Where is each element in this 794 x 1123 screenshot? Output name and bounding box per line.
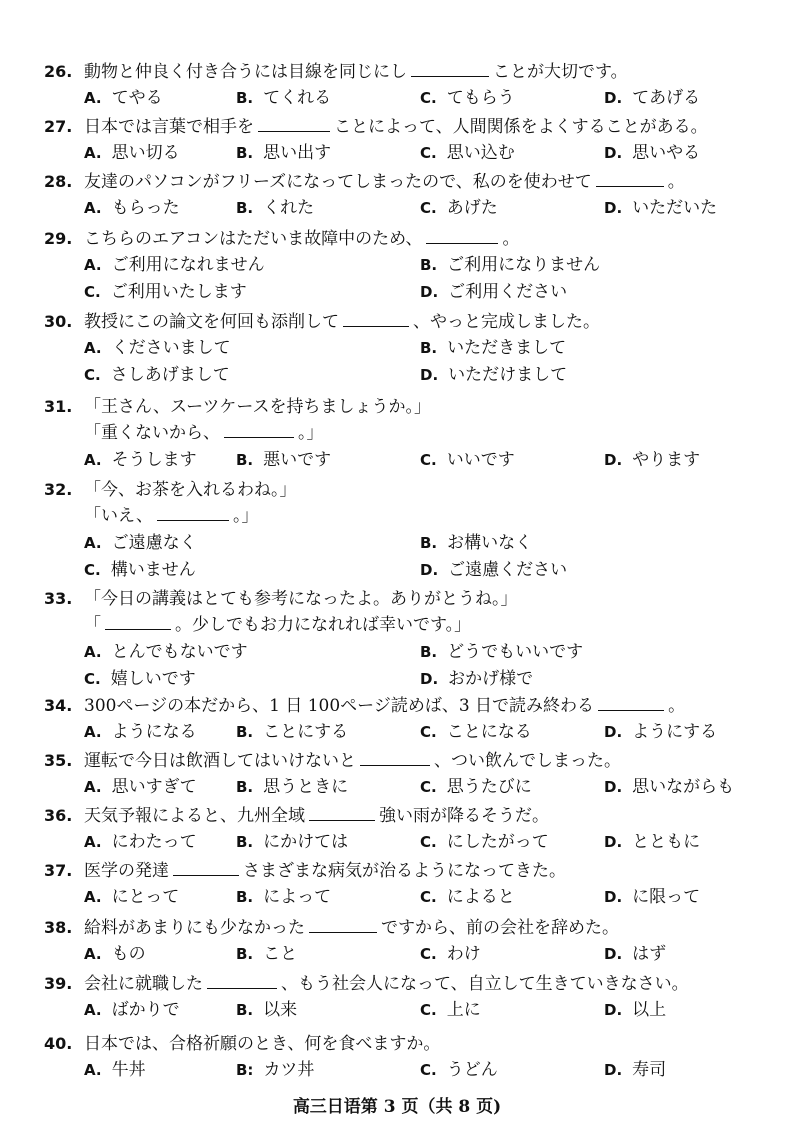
option-text: 上に [446,1000,481,1020]
option-c [420,195,498,222]
option-letter: A. [84,89,102,107]
question-stem [44,476,774,503]
option-letter: A. [84,945,102,963]
option-text: ことにする [263,722,349,742]
options-row [44,997,774,1024]
question-stem [44,692,774,719]
option-letter: A. [84,534,102,552]
option-text: ご利用ください [448,282,568,302]
option-letter: C. [420,144,437,162]
option-d [420,666,533,693]
option-letter: B. [420,534,438,552]
stem-text: 給料があまりにも少なかった [84,918,305,938]
option-text: ことになる [446,722,532,742]
option-letter: A. [84,199,102,217]
option-a [84,774,197,801]
stem-text: 、やっと完成しました。 [413,312,600,332]
stem-text: 。」 [298,423,324,443]
option-b [236,884,331,911]
option-letter: A. [84,643,102,661]
option-c [420,774,532,801]
answer-blank [224,421,294,438]
question-29 [44,225,774,306]
option-letter: D. [604,1001,623,1019]
option-text: お構いなく [447,533,533,553]
option-b [236,140,331,167]
option-d [604,195,717,222]
answer-blank [343,310,409,327]
option-text: 嬉しいです [110,669,196,689]
option-text: 思いすぎて [111,777,197,797]
question-number: 30. [44,312,73,331]
options-row [44,530,774,557]
option-a [84,1057,146,1084]
option-letter: D. [604,888,623,906]
question-31 [44,393,774,474]
stem-text: 。 [667,172,685,192]
option-letter: B. [236,1001,254,1019]
option-letter: A. [84,723,102,741]
options-row [44,639,774,666]
option-b [420,252,600,279]
option-letter: A. [84,1061,102,1079]
option-a [84,941,146,968]
option-text: てあげる [632,88,701,108]
option-b [236,941,297,968]
options-row [44,335,774,362]
option-text: てもらう [446,88,515,108]
option-b [420,639,583,666]
option-letter: D. [604,833,623,851]
option-text: うどん [446,1060,498,1080]
option-b [236,195,314,222]
option-b [236,997,297,1024]
stem-text: 医学の発達 [84,861,169,881]
option-letter: B. [420,339,438,357]
options-row [44,829,774,856]
option-c [420,719,532,746]
option-c [420,140,515,167]
option-a [84,335,231,362]
option-letter: B. [236,89,254,107]
options-row [44,362,774,389]
option-text: あげた [446,198,498,218]
option-text: おかげ様で [448,669,534,689]
question-stem [44,225,774,252]
option-b [420,335,566,362]
answer-blank [157,504,229,521]
option-letter: B. [236,451,254,469]
question-number: 36. [44,806,73,825]
question-stem [44,970,774,997]
option-c [420,997,481,1024]
option-letter: A. [84,1001,102,1019]
stem-text: 「いえ、 [84,506,154,526]
option-letter: D. [604,1061,623,1079]
option-text: ようになる [111,722,197,742]
option-c [420,1057,498,1084]
stem-text: 動物と仲良く付き合うには目線を同じにし [84,62,407,82]
option-c [84,362,230,389]
option-letter: D. [604,199,623,217]
option-letter: C. [420,451,437,469]
option-letter: C. [420,1061,437,1079]
options-row [44,774,774,801]
question-number: 33. [44,589,73,608]
option-letter: A. [84,888,102,906]
option-letter: C. [84,670,101,688]
option-text: 以来 [263,1000,298,1020]
option-text: 以上 [632,1000,667,1020]
option-text: いただけまして [448,365,568,385]
option-letter: B. [236,833,254,851]
option-text: 構いません [110,560,196,580]
option-letter: D. [420,670,439,688]
option-text: ご利用になりません [447,255,601,275]
answer-blank [173,859,239,876]
answer-blank [258,115,330,132]
option-b [236,774,348,801]
page-footer: 高三日语第 3 页（共 8 页) [292,1097,502,1117]
option-text: ようにする [632,722,718,742]
question-number: 34. [44,696,73,715]
option-letter: C. [84,283,101,301]
option-letter: A. [84,339,102,357]
option-text: とともに [632,832,701,852]
question-stem [44,58,774,85]
question-stem-continued [44,612,774,639]
question-number: 27. [44,117,73,136]
option-letter: B. [236,945,254,963]
option-a [84,997,180,1024]
option-d [604,140,700,167]
option-text: にかけては [263,832,349,852]
question-36 [44,802,774,856]
answer-blank [207,972,277,989]
question-number: 28. [44,172,73,191]
option-text: ご利用いたします [110,282,247,302]
option-text: いいです [446,450,515,470]
question-stem [44,393,774,420]
option-letter: C. [420,778,437,796]
option-text: いただきまして [447,338,567,358]
option-letter: B. [236,888,254,906]
question-40 [44,1030,774,1084]
answer-blank [426,227,498,244]
option-d [420,362,567,389]
stem-text: 。 [502,229,520,249]
option-a [84,447,197,474]
option-text: 思い切る [111,143,180,163]
question-32 [44,476,774,584]
option-letter: C. [420,89,437,107]
option-letter: A. [84,451,102,469]
option-letter: D. [604,778,623,796]
question-stem [44,585,774,612]
question-stem [44,802,774,829]
option-text: 思うたびに [446,777,532,797]
option-letter: C. [420,945,437,963]
option-letter: D. [420,366,439,384]
option-letter: A. [84,833,102,851]
question-stem [44,168,774,195]
question-number: 37. [44,861,73,880]
option-text: ばかりで [111,1000,180,1020]
option-d [420,557,567,584]
question-stem [44,1030,774,1057]
answer-blank [105,613,171,630]
option-text: にしたがって [446,832,549,852]
stem-text: 300ページの本だから、1 日 100ページ読めば、3 日で読み終わる [84,696,595,716]
option-text: 寿司 [632,1060,667,1080]
option-letter: C. [84,561,101,579]
stem-text: ですから、前の会社を辞めた。 [381,918,619,938]
option-a [84,85,163,112]
option-text: くれた [263,198,315,218]
stem-text: 会社に就職した [84,974,203,994]
stem-text: 日本では、合格祈願のとき、何を食べますか。 [84,1034,441,1054]
option-text: 思い出す [263,143,332,163]
question-number: 39. [44,974,73,993]
question-stem [44,747,774,774]
option-letter: C. [84,366,101,384]
stem-text: 。」 [233,506,259,526]
option-text: 思いながらも [632,777,735,797]
option-a [84,639,248,666]
stem-text: こちらのエアコンはただいま故障中のため、 [84,229,423,249]
options-row [44,85,774,112]
option-text: とんでもないです [111,642,248,662]
option-text: 牛丼 [111,1060,146,1080]
option-letter: C. [420,833,437,851]
option-text: 思うときに [263,777,349,797]
answer-blank [598,694,664,711]
option-d [604,447,700,474]
option-d [604,884,700,911]
option-text: ご遠慮なく [111,533,197,553]
option-b [420,530,532,557]
question-27 [44,113,774,167]
question-number: 31. [44,397,73,416]
option-b [236,719,348,746]
option-a [84,719,197,746]
option-text: 思い込む [446,143,515,163]
question-28 [44,168,774,222]
question-33 [44,585,774,693]
answer-blank [309,804,375,821]
option-letter: A. [84,778,102,796]
option-c [420,447,515,474]
stem-text: 、もう社会人になって、自立して生きていきなさい。 [281,974,689,994]
option-text: はず [632,944,667,964]
question-stem [44,308,774,335]
options-row [44,195,774,222]
option-b [236,1057,314,1084]
option-letter: B. [236,199,254,217]
options-row [44,252,774,279]
option-letter: B. [236,144,254,162]
option-a [84,195,180,222]
option-letter: D. [604,723,623,741]
question-stem [44,914,774,941]
stem-text: 教授にこの論文を何回も添削して [84,312,339,332]
question-38 [44,914,774,968]
option-a [84,530,197,557]
question-number: 40. [44,1034,73,1053]
option-text: てくれる [263,88,332,108]
option-text: もらった [111,198,180,218]
question-stem [44,113,774,140]
option-letter: A. [84,144,102,162]
options-row [44,1057,774,1084]
option-c [84,279,247,306]
options-row [44,884,774,911]
options-row [44,279,774,306]
stem-text: 「今、お茶を入れるわね。」 [84,480,297,500]
answer-blank [411,60,489,77]
option-d [604,997,666,1024]
option-letter: D. [604,451,623,469]
option-d [604,719,717,746]
option-text: どうでもいいです [447,642,584,662]
option-text: によって [263,887,332,907]
option-d [604,85,700,112]
option-letter: D. [420,561,439,579]
question-number: 38. [44,918,73,937]
option-letter: B: [236,1061,254,1079]
option-letter: B. [236,778,254,796]
option-letter: C. [420,888,437,906]
stem-text: ことが大切です。 [493,62,628,82]
question-number: 29. [44,229,73,248]
option-text: に限って [632,887,701,907]
option-text: わけ [446,944,481,964]
option-c [84,557,196,584]
options-row [44,447,774,474]
stem-text: 「 [84,615,101,635]
option-d [604,1057,666,1084]
option-text: やります [632,450,701,470]
option-a [84,829,197,856]
options-row [44,941,774,968]
option-letter: D. [604,89,623,107]
option-c [84,666,196,693]
option-d [604,941,666,968]
stem-text: 運転で今日は飲酒してはいけないと [84,751,356,771]
option-letter: B. [420,643,438,661]
option-c [420,941,481,968]
answer-blank [309,916,377,933]
stem-text: 。 [668,696,686,716]
question-stem [44,857,774,884]
option-text: そうします [111,450,197,470]
question-number: 32. [44,480,73,499]
option-letter: C. [420,199,437,217]
option-text: もの [111,944,146,964]
stem-text: 強い雨が降るそうだ。 [379,806,549,826]
stem-text: 「重くないから、 [84,423,220,443]
option-text: てやる [111,88,163,108]
question-30 [44,308,774,389]
option-text: ご遠慮ください [448,560,568,580]
answer-blank [596,170,664,187]
question-number: 26. [44,62,73,81]
option-text: にわたって [111,832,197,852]
stem-text: 日本では言葉で相手を [84,117,254,137]
options-row [44,140,774,167]
option-letter: D. [604,144,623,162]
option-letter: B. [420,256,438,274]
stem-text: 天気予報によると、九州全域 [84,806,305,826]
stem-text: 「今日の講義はとても参考になったよ。ありがとうね。」 [84,589,518,609]
question-39 [44,970,774,1024]
option-a [84,252,265,279]
question-stem-continued [44,420,774,447]
answer-blank [360,749,430,766]
option-text: ご利用になれません [111,255,265,275]
option-text: いただいた [632,198,718,218]
question-34 [44,692,774,746]
option-letter: A. [84,256,102,274]
option-letter: C. [420,1001,437,1019]
options-row [44,557,774,584]
stem-text: さまざまな病気が治るようになってきた。 [243,861,566,881]
option-letter: B. [236,723,254,741]
stem-text: 「王さん、スーツケースを持ちましょうか。」 [84,397,431,417]
stem-text: 、つい飲んでしまった。 [434,751,621,771]
option-d [420,279,567,306]
option-d [604,829,700,856]
question-26 [44,58,774,112]
option-text: によると [446,887,515,907]
option-b [236,829,348,856]
option-text: カツ丼 [263,1060,315,1080]
option-text: 悪いです [263,450,332,470]
option-text: こと [263,944,298,964]
options-row [44,719,774,746]
stem-text: ことによって、人間関係をよくすることがある。 [334,117,708,137]
question-stem-continued [44,503,774,530]
question-37 [44,857,774,911]
question-35 [44,747,774,801]
option-text: くださいまして [111,338,231,358]
option-c [420,829,549,856]
option-b [236,447,331,474]
option-letter: D. [604,945,623,963]
option-b [236,85,331,112]
option-d [604,774,734,801]
option-c [420,85,515,112]
stem-text: 友達のパソコンがフリーズになってしまったので、私のを使わせて [84,172,592,192]
question-number: 35. [44,751,73,770]
option-text: 思いやる [632,143,701,163]
option-letter: C. [420,723,437,741]
option-text: さしあげまして [110,365,230,385]
option-c [420,884,515,911]
stem-text: 。少しでもお力になれれば幸いです。」 [175,615,472,635]
options-row [44,666,774,693]
option-a [84,140,180,167]
option-a [84,884,179,911]
option-text: にとって [111,887,180,907]
option-letter: D. [420,283,439,301]
